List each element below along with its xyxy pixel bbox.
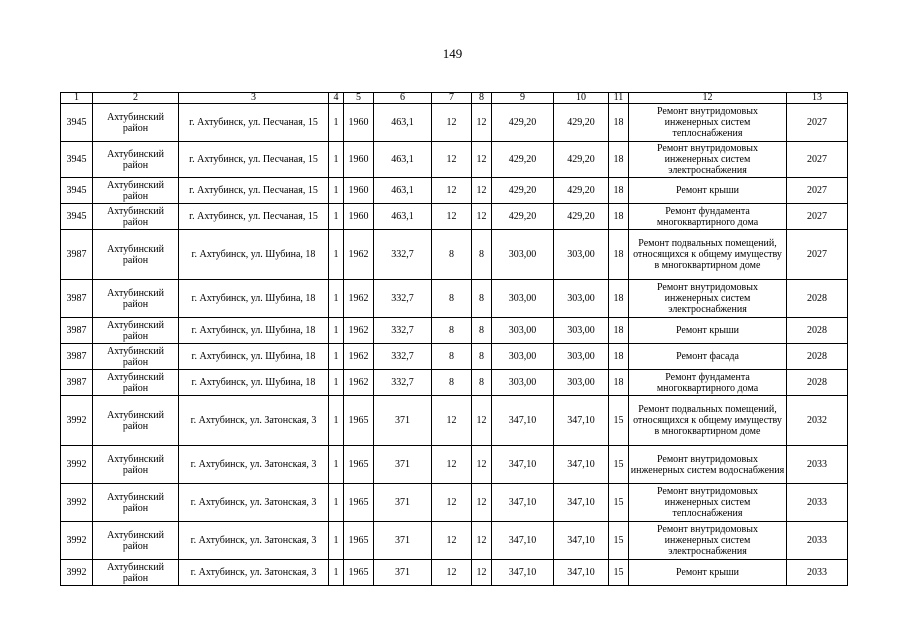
living-area-cell: 303,00 (492, 370, 554, 396)
living-area-cell: 429,20 (492, 178, 554, 204)
year-cell: 1965 (344, 560, 374, 586)
apartments-cell: 12 (432, 104, 472, 142)
owned-area-cell: 347,10 (554, 522, 609, 560)
owned-area-cell: 347,10 (554, 446, 609, 484)
table-row (61, 370, 848, 396)
address-cell: г. Ахтубинск, ул. Шубина, 18 (179, 280, 329, 318)
rate-cell: 18 (609, 280, 629, 318)
residents-cell: 12 (472, 204, 492, 230)
sections-cell: 1 (329, 142, 344, 178)
table-row (61, 142, 848, 178)
address-cell: г. Ахтубинск, ул. Шубина, 18 (179, 230, 329, 280)
district-cell: Ахтубинский район (93, 142, 179, 178)
district-cell: Ахтубинский район (93, 370, 179, 396)
residents-cell: 12 (472, 396, 492, 446)
apartments-cell: 12 (432, 204, 472, 230)
year-planned-cell: 2028 (787, 370, 848, 396)
apartments-cell: 12 (432, 396, 472, 446)
district-cell: Ахтубинский район (93, 178, 179, 204)
area-cell: 371 (374, 396, 432, 446)
district-cell: Ахтубинский район (93, 230, 179, 280)
residents-cell: 12 (472, 522, 492, 560)
living-area-cell: 429,20 (492, 204, 554, 230)
house-id-cell: 3987 (61, 230, 93, 280)
owned-area-cell: 303,00 (554, 230, 609, 280)
column-header: 5 (344, 93, 374, 104)
area-cell: 463,1 (374, 204, 432, 230)
year-cell: 1962 (344, 280, 374, 318)
apartments-cell: 12 (432, 178, 472, 204)
area-cell: 371 (374, 560, 432, 586)
area-cell: 463,1 (374, 142, 432, 178)
apartments-cell: 12 (432, 560, 472, 586)
table-row (61, 318, 848, 344)
sections-cell: 1 (329, 318, 344, 344)
year-cell: 1960 (344, 178, 374, 204)
rate-cell: 15 (609, 522, 629, 560)
house-id-cell: 3992 (61, 484, 93, 522)
area-cell: 371 (374, 446, 432, 484)
sections-cell: 1 (329, 204, 344, 230)
year-planned-cell: 2028 (787, 344, 848, 370)
living-area-cell: 303,00 (492, 344, 554, 370)
address-cell: г. Ахтубинск, ул. Затонская, 3 (179, 446, 329, 484)
area-cell: 463,1 (374, 178, 432, 204)
work-type-cell: Ремонт крыши (629, 318, 787, 344)
year-cell: 1962 (344, 318, 374, 344)
column-header: 13 (787, 93, 848, 104)
address-cell: г. Ахтубинск, ул. Затонская, 3 (179, 396, 329, 446)
year-cell: 1965 (344, 522, 374, 560)
sections-cell: 1 (329, 178, 344, 204)
address-cell: г. Ахтубинск, ул. Песчаная, 15 (179, 142, 329, 178)
owned-area-cell: 347,10 (554, 484, 609, 522)
column-header: 7 (432, 93, 472, 104)
area-cell: 371 (374, 484, 432, 522)
sections-cell: 1 (329, 446, 344, 484)
living-area-cell: 303,00 (492, 280, 554, 318)
district-cell: Ахтубинский район (93, 280, 179, 318)
table-row (61, 230, 848, 280)
rate-cell: 18 (609, 318, 629, 344)
column-number-row (61, 93, 848, 104)
owned-area-cell: 429,20 (554, 204, 609, 230)
living-area-cell: 347,10 (492, 560, 554, 586)
district-cell: Ахтубинский район (93, 344, 179, 370)
residents-cell: 12 (472, 484, 492, 522)
year-cell: 1965 (344, 396, 374, 446)
work-type-cell: Ремонт внутридомовых инженерных систем электроснабжения (629, 522, 787, 560)
sections-cell: 1 (329, 230, 344, 280)
district-cell: Ахтубинский район (93, 484, 179, 522)
column-header: 8 (472, 93, 492, 104)
rate-cell: 18 (609, 344, 629, 370)
sections-cell: 1 (329, 560, 344, 586)
work-type-cell: Ремонт фундамента многоквартирного дома (629, 370, 787, 396)
address-cell: г. Ахтубинск, ул. Шубина, 18 (179, 370, 329, 396)
owned-area-cell: 347,10 (554, 396, 609, 446)
owned-area-cell: 429,20 (554, 142, 609, 178)
living-area-cell: 303,00 (492, 230, 554, 280)
rate-cell: 18 (609, 142, 629, 178)
house-id-cell: 3987 (61, 370, 93, 396)
address-cell: г. Ахтубинск, ул. Песчаная, 15 (179, 178, 329, 204)
sections-cell: 1 (329, 280, 344, 318)
sections-cell: 1 (329, 396, 344, 446)
table-row (61, 178, 848, 204)
column-header: 10 (554, 93, 609, 104)
year-planned-cell: 2027 (787, 178, 848, 204)
district-cell: Ахтубинский район (93, 396, 179, 446)
rate-cell: 15 (609, 560, 629, 586)
year-cell: 1962 (344, 370, 374, 396)
owned-area-cell: 429,20 (554, 178, 609, 204)
year-planned-cell: 2033 (787, 446, 848, 484)
column-header: 3 (179, 93, 329, 104)
rate-cell: 15 (609, 446, 629, 484)
living-area-cell: 347,10 (492, 396, 554, 446)
apartments-cell: 8 (432, 230, 472, 280)
area-cell: 332,7 (374, 344, 432, 370)
column-header: 2 (93, 93, 179, 104)
table-row (61, 280, 848, 318)
year-planned-cell: 2027 (787, 104, 848, 142)
house-id-cell: 3987 (61, 318, 93, 344)
table-row (61, 104, 848, 142)
residents-cell: 8 (472, 344, 492, 370)
rate-cell: 18 (609, 230, 629, 280)
house-id-cell: 3992 (61, 446, 93, 484)
sections-cell: 1 (329, 370, 344, 396)
address-cell: г. Ахтубинск, ул. Шубина, 18 (179, 344, 329, 370)
living-area-cell: 429,20 (492, 142, 554, 178)
column-header: 12 (629, 93, 787, 104)
work-type-cell: Ремонт внутридомовых инженерных систем теплоснабжения (629, 484, 787, 522)
district-cell: Ахтубинский район (93, 104, 179, 142)
work-type-cell: Ремонт фасада (629, 344, 787, 370)
district-cell: Ахтубинский район (93, 560, 179, 586)
living-area-cell: 303,00 (492, 318, 554, 344)
area-cell: 463,1 (374, 104, 432, 142)
year-planned-cell: 2028 (787, 280, 848, 318)
owned-area-cell: 347,10 (554, 560, 609, 586)
apartments-cell: 8 (432, 318, 472, 344)
district-cell: Ахтубинский район (93, 522, 179, 560)
table-row (61, 484, 848, 522)
living-area-cell: 347,10 (492, 522, 554, 560)
residents-cell: 12 (472, 142, 492, 178)
sections-cell: 1 (329, 344, 344, 370)
apartments-cell: 8 (432, 344, 472, 370)
year-planned-cell: 2028 (787, 318, 848, 344)
table-row (61, 522, 848, 560)
living-area-cell: 347,10 (492, 484, 554, 522)
repair-schedule-table (60, 92, 848, 586)
address-cell: г. Ахтубинск, ул. Затонская, 3 (179, 560, 329, 586)
owned-area-cell: 303,00 (554, 344, 609, 370)
district-cell: Ахтубинский район (93, 318, 179, 344)
year-planned-cell: 2027 (787, 142, 848, 178)
column-header: 9 (492, 93, 554, 104)
residents-cell: 8 (472, 370, 492, 396)
column-header: 11 (609, 93, 629, 104)
area-cell: 332,7 (374, 318, 432, 344)
area-cell: 332,7 (374, 280, 432, 318)
address-cell: г. Ахтубинск, ул. Шубина, 18 (179, 318, 329, 344)
year-cell: 1960 (344, 104, 374, 142)
work-type-cell: Ремонт подвальных помещений, относящихся к общему имуществу в многоквартирном доме (629, 396, 787, 446)
work-type-cell: Ремонт внутридомовых инженерных систем электроснабжения (629, 142, 787, 178)
sections-cell: 1 (329, 104, 344, 142)
residents-cell: 8 (472, 280, 492, 318)
address-cell: г. Ахтубинск, ул. Затонская, 3 (179, 522, 329, 560)
owned-area-cell: 303,00 (554, 370, 609, 396)
rate-cell: 15 (609, 484, 629, 522)
apartments-cell: 8 (432, 370, 472, 396)
year-cell: 1965 (344, 446, 374, 484)
rate-cell: 18 (609, 204, 629, 230)
residents-cell: 12 (472, 104, 492, 142)
work-type-cell: Ремонт внутридомовых инженерных систем водоснабжения (629, 446, 787, 484)
table-row (61, 446, 848, 484)
house-id-cell: 3945 (61, 142, 93, 178)
living-area-cell: 347,10 (492, 446, 554, 484)
work-type-cell: Ремонт крыши (629, 178, 787, 204)
owned-area-cell: 303,00 (554, 280, 609, 318)
apartments-cell: 12 (432, 522, 472, 560)
rate-cell: 18 (609, 370, 629, 396)
house-id-cell: 3945 (61, 104, 93, 142)
rate-cell: 15 (609, 396, 629, 446)
apartments-cell: 8 (432, 280, 472, 318)
year-cell: 1962 (344, 230, 374, 280)
district-cell: Ахтубинский район (93, 204, 179, 230)
work-type-cell: Ремонт крыши (629, 560, 787, 586)
residents-cell: 12 (472, 178, 492, 204)
apartments-cell: 12 (432, 142, 472, 178)
table-row (61, 344, 848, 370)
year-planned-cell: 2033 (787, 522, 848, 560)
year-planned-cell: 2033 (787, 560, 848, 586)
living-area-cell: 429,20 (492, 104, 554, 142)
year-cell: 1962 (344, 344, 374, 370)
area-cell: 332,7 (374, 230, 432, 280)
house-id-cell: 3992 (61, 396, 93, 446)
owned-area-cell: 429,20 (554, 104, 609, 142)
work-type-cell: Ремонт подвальных помещений, относящихся к общему имуществу в многоквартирном доме (629, 230, 787, 280)
house-id-cell: 3987 (61, 344, 93, 370)
year-planned-cell: 2032 (787, 396, 848, 446)
page-number: 149 (442, 46, 463, 61)
area-cell: 371 (374, 522, 432, 560)
year-cell: 1960 (344, 142, 374, 178)
address-cell: г. Ахтубинск, ул. Песчаная, 15 (179, 204, 329, 230)
district-cell: Ахтубинский район (93, 446, 179, 484)
rate-cell: 18 (609, 178, 629, 204)
apartments-cell: 12 (432, 484, 472, 522)
table-row (61, 396, 848, 446)
owned-area-cell: 303,00 (554, 318, 609, 344)
column-header: 6 (374, 93, 432, 104)
residents-cell: 12 (472, 446, 492, 484)
table-row (61, 204, 848, 230)
house-id-cell: 3992 (61, 522, 93, 560)
apartments-cell: 12 (432, 446, 472, 484)
column-header: 1 (61, 93, 93, 104)
year-planned-cell: 2027 (787, 230, 848, 280)
house-id-cell: 3945 (61, 204, 93, 230)
work-type-cell: Ремонт внутридомовых инженерных систем электроснабжения (629, 280, 787, 318)
residents-cell: 8 (472, 318, 492, 344)
house-id-cell: 3987 (61, 280, 93, 318)
year-cell: 1965 (344, 484, 374, 522)
area-cell: 332,7 (374, 370, 432, 396)
address-cell: г. Ахтубинск, ул. Песчаная, 15 (179, 104, 329, 142)
column-header: 4 (329, 93, 344, 104)
house-id-cell: 3992 (61, 560, 93, 586)
work-type-cell: Ремонт фундамента многоквартирного дома (629, 204, 787, 230)
year-cell: 1960 (344, 204, 374, 230)
sections-cell: 1 (329, 522, 344, 560)
residents-cell: 8 (472, 230, 492, 280)
year-planned-cell: 2033 (787, 484, 848, 522)
residents-cell: 12 (472, 560, 492, 586)
work-type-cell: Ремонт внутридомовых инженерных систем теплоснабжения (629, 104, 787, 142)
sections-cell: 1 (329, 484, 344, 522)
house-id-cell: 3945 (61, 178, 93, 204)
table-row (61, 560, 848, 586)
year-planned-cell: 2027 (787, 204, 848, 230)
address-cell: г. Ахтубинск, ул. Затонская, 3 (179, 484, 329, 522)
rate-cell: 18 (609, 104, 629, 142)
